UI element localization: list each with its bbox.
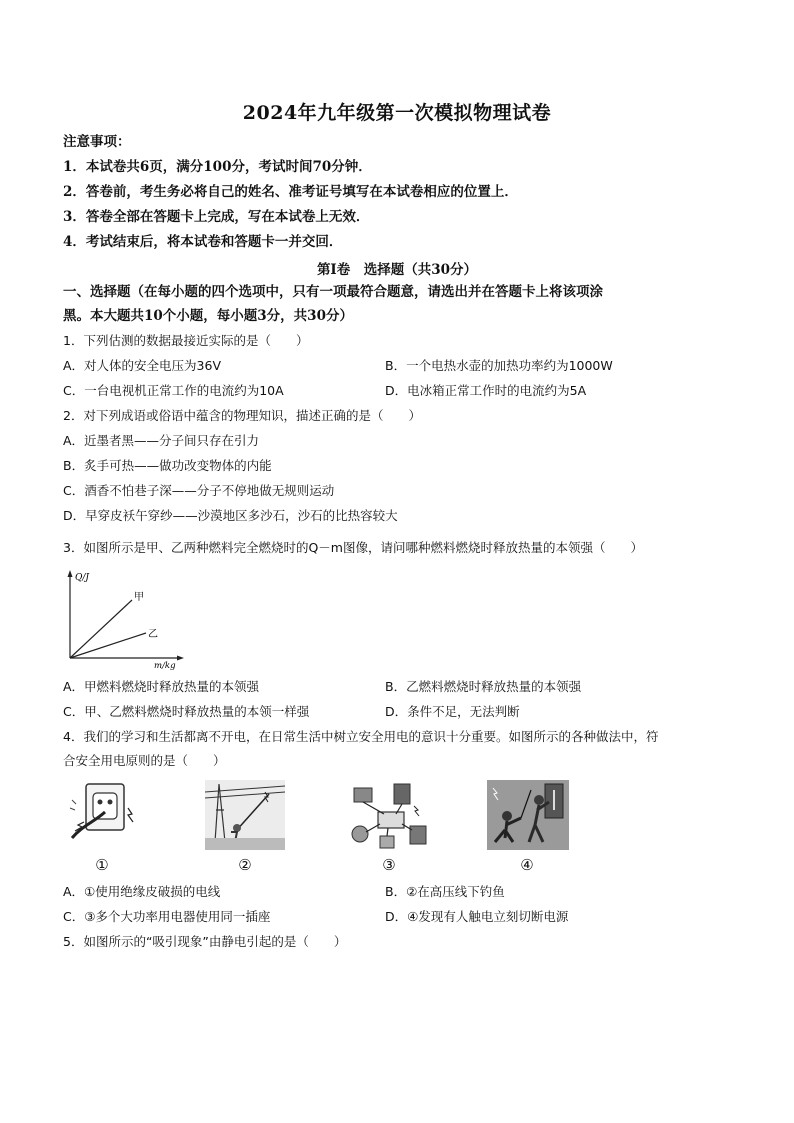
cut-power-rescue-image (487, 780, 569, 850)
graph-label-jia: 甲 (134, 592, 144, 603)
question-4-stem-line2: 合安全用电原则的是（ ） (63, 753, 226, 768)
question-2-option-b: B．炙手可热——做功改变物体的内能 (63, 458, 272, 473)
question-2-option-d: D．早穿皮袄午穿纱——沙漠地区多沙石，沙石的比热容较大 (63, 508, 398, 523)
question-3-option-d: D．条件不足，无法判断 (385, 704, 520, 719)
question-1-option-b: B．一个电热水壶的加热功率约为1000W (385, 358, 613, 373)
question-2-stem: 2．对下列成语或俗语中蕴含的物理知识，描述正确的是（ ） (63, 408, 421, 423)
y-axis-arrow (68, 570, 73, 577)
question-1-option-c: C．一台电视机正常工作的电流约为10A (63, 383, 284, 398)
question-1-option-d: D．电冰箱正常工作时的电流约为5A (385, 383, 587, 398)
figure-3-label: ③ (382, 856, 396, 874)
question-4-stem-line1: 4．我们的学习和生活都离不开电，在日常生活中树立安全用电的意识十分重要。如图所示的各种做法中，符 (63, 729, 659, 744)
figure-1-label: ① (95, 856, 109, 874)
part-heading: 第Ⅰ卷 选择题（共30分） (316, 262, 478, 278)
section-instructions-line1: 一、选择题（在每小题的四个选项中，只有一项最符合题意，请选出并在答题卡上将该项涂 (63, 284, 603, 300)
graph-ylabel: Q/J (75, 573, 90, 583)
question-2-option-a: A．近墨者黑——分子间只存在引力 (63, 433, 260, 448)
line-yi (70, 633, 146, 658)
notes-heading: 注意事项： (63, 134, 131, 150)
graph-xlabel: m/kg (154, 661, 176, 671)
page-title: 2024年九年级第一次模拟物理试卷 (242, 102, 552, 124)
fishing-under-power-lines-image (205, 780, 285, 850)
question-4-option-b: B．②在高压线下钓鱼 (385, 884, 505, 899)
line-jia (70, 600, 132, 658)
question-1-option-a: A．对人体的安全电压为36V (63, 358, 222, 373)
damaged-wire-socket-image (62, 778, 142, 850)
question-1-stem: 1．下列估测的数据最接近实际的是（ ） (63, 333, 309, 348)
question-3-option-a: A．甲燃料燃烧时释放热量的本领强 (63, 679, 260, 694)
question-3-option-b: B．乙燃料燃烧时释放热量的本领强 (385, 679, 582, 694)
question-3-option-c: C．甲、乙燃料燃烧时释放热量的本领一样强 (63, 704, 310, 719)
figure-2-label: ② (238, 856, 252, 874)
question-2-option-c: C．酒香不怕巷子深——分子不停地做无规则运动 (63, 483, 335, 498)
q-m-graph (60, 566, 195, 671)
note-item: 4．考试结束后，将本试卷和答题卡一并交回． (63, 234, 343, 250)
question-4-option-c: C．③多个大功率用电器使用同一插座 (63, 909, 271, 924)
section-instructions-line2: 黑。本大题共10个小题，每小题3分，共30分） (63, 308, 353, 324)
note-item: 1．本试卷共6页，满分100分，考试时间70分钟． (63, 159, 372, 175)
x-axis-arrow (177, 656, 184, 661)
question-4-option-a: A．①使用绝缘皮破损的电线 (63, 884, 221, 899)
note-item: 3．答卷全部在答题卡上完成，写在本试卷上无效． (63, 209, 370, 225)
question-3-stem: 3．如图所示是甲、乙两种燃料完全燃烧时的Q－m图像，请问哪种燃料燃烧时释放热量的本领强（ ） (63, 540, 643, 555)
graph-label-yi: 乙 (148, 629, 158, 640)
figure-4-label: ④ (520, 856, 534, 874)
note-item: 2．答卷前，考生务必将自己的姓名、准考证号填写在本试卷相应的位置上． (63, 184, 518, 200)
overloaded-socket-image (350, 782, 432, 850)
question-5-stem: 5．如图所示的“吸引现象”由静电引起的是（ ） (63, 934, 347, 949)
question-4-option-d: D．④发现有人触电立刻切断电源 (385, 909, 569, 924)
